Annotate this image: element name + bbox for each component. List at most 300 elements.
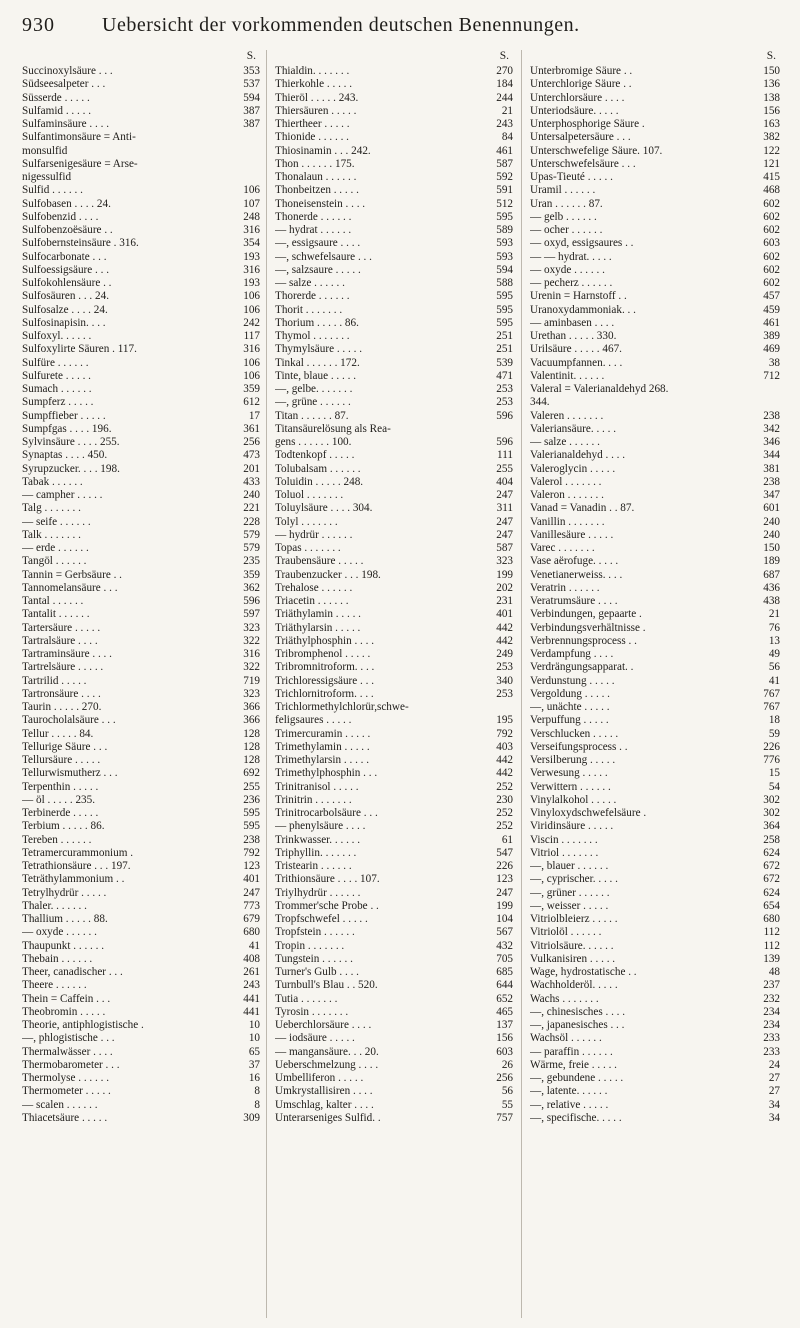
entry-page: 322 xyxy=(243,661,260,674)
entry-page: 107 xyxy=(243,197,260,210)
entry-term: Valerianaldehyd . . . . xyxy=(530,449,626,462)
index-entry xyxy=(530,423,780,436)
entry-term: Verbindungen, gepaarte . xyxy=(530,608,642,621)
entry-term: Tyrosin . . . . . . . xyxy=(275,1005,349,1018)
index-entry xyxy=(530,781,780,794)
entry-term: Sulfokohlensäure . . xyxy=(22,277,112,289)
index-entry xyxy=(275,754,513,767)
entry-page: 587 xyxy=(496,542,513,554)
entry-page: 56 xyxy=(501,1085,513,1098)
entry-page: 234 xyxy=(763,1005,780,1018)
entry-term: Succinoxylsäure . . . xyxy=(22,65,113,77)
entry-page: 624 xyxy=(763,886,780,899)
index-entry xyxy=(275,847,513,860)
index-entry xyxy=(22,304,260,317)
entry-term: Tropfschwefel . . . . . xyxy=(275,913,368,925)
entry-page: 459 xyxy=(763,303,780,316)
entry-page: 539 xyxy=(496,356,513,369)
entry-page: 17 xyxy=(248,409,260,422)
entry-term: Uran . . . . . . 87. xyxy=(530,197,603,210)
index-entry xyxy=(22,714,260,727)
index-entry xyxy=(275,516,513,529)
entry-term: Thonerde . . . . . . xyxy=(275,210,352,223)
index-entry xyxy=(530,304,780,317)
entry-page: 252 xyxy=(496,780,513,793)
entry-term: Sumpfgas . . . . 196. xyxy=(22,422,112,435)
index-entry xyxy=(275,264,513,277)
entry-term: — ocher . . . . . . xyxy=(530,224,603,236)
index-entry xyxy=(275,277,513,290)
entry-page: 255 xyxy=(496,462,513,475)
index-entry xyxy=(275,622,513,635)
index-entry xyxy=(275,343,513,356)
entry-page: 595 xyxy=(243,820,260,833)
index-entry xyxy=(275,542,513,555)
index-entry xyxy=(22,502,260,515)
entry-term: — salze . . . . . . xyxy=(530,436,600,448)
entry-page: 595 xyxy=(243,807,260,819)
entry-term: Thierkohle . . . . . xyxy=(275,78,353,91)
index-entry xyxy=(530,1059,780,1072)
entry-page: 316 xyxy=(243,224,260,236)
entry-page: 461 xyxy=(763,316,780,329)
entry-page: 602 xyxy=(763,210,780,223)
entry-term: Wachs . . . . . . . xyxy=(530,992,599,1005)
index-entry xyxy=(22,489,260,502)
entry-term: monsulfid xyxy=(22,144,68,157)
entry-page: 34 xyxy=(768,1098,780,1111)
entry-term: Verdunstung . . . . . xyxy=(530,674,615,687)
index-entry xyxy=(22,1112,260,1125)
entry-page: 596 xyxy=(496,436,513,448)
index-entry xyxy=(22,118,260,131)
entry-term: Unteriodsäure. . . . . xyxy=(530,104,619,117)
entry-page: 253 xyxy=(496,687,513,700)
index-entry xyxy=(275,489,513,502)
index-entry xyxy=(22,754,260,767)
column-header: S. xyxy=(766,50,776,62)
index-entry xyxy=(22,184,260,197)
entry-term: Thiacetsäure . . . . . xyxy=(22,1111,108,1124)
entry-term: Vanillesäure . . . . . xyxy=(530,528,614,541)
index-entry xyxy=(22,794,260,807)
entry-page: 316 xyxy=(243,343,260,356)
entry-term: Vergoldung . . . . . xyxy=(530,687,610,700)
index-entry xyxy=(530,131,780,144)
entry-page: 603 xyxy=(763,237,780,250)
entry-term: Thionide . . . . . . xyxy=(275,131,349,144)
entry-term: Triylhydrür . . . . . . xyxy=(275,886,361,899)
entry-page: 258 xyxy=(763,833,780,846)
entry-page: 654 xyxy=(763,899,780,912)
entry-term: —, essigsaure . . . . xyxy=(275,237,361,250)
entry-page: 111 xyxy=(497,449,513,462)
entry-page: 757 xyxy=(496,1111,513,1124)
entry-term: Thonalaun . . . . . . xyxy=(275,171,357,183)
entry-page: 128 xyxy=(243,754,260,766)
entry-term: Tangöl . . . . . . xyxy=(22,555,87,568)
index-entry xyxy=(530,184,780,197)
index-entry xyxy=(22,635,260,648)
index-entry xyxy=(22,476,260,489)
index-entry xyxy=(530,913,780,926)
entry-page: 792 xyxy=(496,727,513,740)
entry-page: 587 xyxy=(496,157,513,170)
index-entry xyxy=(275,688,513,701)
index-entry xyxy=(22,807,260,820)
entry-page: 309 xyxy=(243,1111,260,1124)
entry-term: Tungstein . . . . . . xyxy=(275,952,353,965)
entry-page: 362 xyxy=(243,581,260,594)
entry-page: 13 xyxy=(768,634,780,647)
index-entry xyxy=(530,463,780,476)
entry-page: 302 xyxy=(763,793,780,806)
entry-term: Verbindungsverhältnisse . xyxy=(530,621,646,634)
entry-page: 228 xyxy=(243,515,260,528)
index-entry xyxy=(530,237,780,250)
entry-page: 366 xyxy=(243,701,260,713)
entry-term: Tartrilid . . . . . xyxy=(22,674,87,687)
entry-term: Terbium . . . . . 86. xyxy=(22,820,105,833)
index-entry xyxy=(22,357,260,370)
index-column-1 xyxy=(22,50,260,1125)
entry-page: 156 xyxy=(496,1032,513,1045)
entry-term: Wachholderöl. . . . . xyxy=(530,979,618,992)
index-entry xyxy=(530,476,780,489)
index-entry xyxy=(275,317,513,330)
entry-term: Ueberchlorsäure . . . . xyxy=(275,1019,372,1031)
entry-term: Sulfantimonsäure = Anti- xyxy=(22,131,136,144)
entry-term: Tartersäure . . . . . xyxy=(22,621,101,634)
entry-term: Tinkal . . . . . . 172. xyxy=(275,356,360,369)
index-entry xyxy=(22,171,260,184)
index-entry xyxy=(530,608,780,621)
entry-page: 588 xyxy=(496,277,513,289)
entry-page: 461 xyxy=(496,144,513,157)
entry-term: Verdampfung . . . . xyxy=(530,648,614,660)
entry-page: 256 xyxy=(243,436,260,448)
index-entry xyxy=(22,834,260,847)
index-entry xyxy=(22,1046,260,1059)
entry-term: Veratrin . . . . . . xyxy=(530,581,600,594)
entry-page: 381 xyxy=(763,462,780,475)
index-entry xyxy=(275,940,513,953)
entry-term: Thallium . . . . . 88. xyxy=(22,913,108,925)
index-entry xyxy=(22,979,260,992)
index-entry xyxy=(530,1019,780,1032)
entry-page: 353 xyxy=(243,65,260,77)
entry-term: Trithionsäure . . . . 107. xyxy=(275,873,380,886)
entry-term: Sulfobenzoësäure . . xyxy=(22,224,113,236)
index-entry xyxy=(275,224,513,237)
index-entry xyxy=(22,608,260,621)
entry-term: Triphyllin. . . . . . . xyxy=(275,846,357,859)
entry-term: Tabak . . . . . . xyxy=(22,475,83,488)
entry-page: 27 xyxy=(768,1072,780,1084)
entry-page: 76 xyxy=(768,621,780,634)
entry-page: 346 xyxy=(763,436,780,448)
index-entry xyxy=(530,555,780,568)
index-entry xyxy=(22,330,260,343)
index-entry xyxy=(275,92,513,105)
index-entry xyxy=(530,92,780,105)
index-entry xyxy=(22,317,260,330)
entry-term: Thaupunkt . . . . . . xyxy=(22,939,105,952)
entry-page: 226 xyxy=(763,740,780,753)
index-entry xyxy=(22,290,260,303)
index-entry xyxy=(530,264,780,277)
entry-term: —, unächte . . . . . xyxy=(530,701,610,713)
entry-page: 221 xyxy=(243,502,260,515)
index-entry xyxy=(22,767,260,780)
entry-page: 602 xyxy=(763,263,780,276)
index-entry xyxy=(275,184,513,197)
entry-term: Vitriolöl . . . . . . xyxy=(530,926,602,939)
index-entry xyxy=(22,237,260,250)
entry-term: — hydrat . . . . . . xyxy=(275,224,352,236)
index-entry xyxy=(275,370,513,383)
index-entry xyxy=(530,1112,780,1125)
entry-term: Uranoxydammoniak. . . xyxy=(530,303,636,316)
entry-page: 238 xyxy=(763,475,780,488)
index-entry xyxy=(530,688,780,701)
entry-term: Thymylsäure . . . . . xyxy=(275,343,362,356)
entry-term: Vase aërofuge. . . . . xyxy=(530,555,619,568)
entry-page: 680 xyxy=(243,926,260,939)
index-entry xyxy=(22,781,260,794)
index-entry xyxy=(530,449,780,462)
entry-page: 41 xyxy=(248,939,260,952)
index-entry xyxy=(22,940,260,953)
entry-page: 593 xyxy=(496,250,513,263)
entry-term: Theer, canadischer . . . xyxy=(22,966,123,978)
index-entry xyxy=(530,635,780,648)
entry-term: Sulfobernsteinsäure . 316. xyxy=(22,237,139,250)
index-entry xyxy=(530,754,780,767)
index-entry xyxy=(22,198,260,211)
index-entry xyxy=(22,887,260,900)
entry-page: 193 xyxy=(243,250,260,263)
entry-page: 247 xyxy=(496,886,513,899)
entry-term: Theere . . . . . . xyxy=(22,979,87,992)
entry-term: Veratrumsäure . . . . xyxy=(530,595,618,607)
entry-term: — — hydrat. . . . . xyxy=(530,250,612,263)
index-entry xyxy=(275,701,513,714)
index-entry xyxy=(22,158,260,171)
entry-page: 106 xyxy=(243,290,260,303)
index-entry xyxy=(530,65,780,78)
index-column-3 xyxy=(530,50,780,1125)
index-entry xyxy=(22,396,260,409)
entry-term: Tetrylhydrür . . . . . xyxy=(22,886,107,899)
entry-page: 123 xyxy=(243,860,260,872)
entry-page: 261 xyxy=(243,966,260,978)
entry-term: Unterschwefelige Säure. 107. xyxy=(530,144,663,157)
entry-term: Triacetin . . . . . . xyxy=(275,595,349,607)
entry-page: 433 xyxy=(243,475,260,488)
entry-term: Wärme, freie . . . . . xyxy=(530,1058,617,1071)
entry-term: Thermolyse . . . . . . xyxy=(22,1072,109,1084)
entry-term: gens . . . . . . 100. xyxy=(275,436,352,448)
entry-page: 231 xyxy=(496,595,513,607)
entry-term: Vanillin . . . . . . . xyxy=(530,515,605,528)
entry-page: 537 xyxy=(243,78,260,91)
entry-term: Toluol . . . . . . . xyxy=(275,489,344,501)
entry-term: feligsaures . . . . . xyxy=(275,714,352,727)
entry-page: 121 xyxy=(763,157,780,170)
entry-page: 49 xyxy=(768,648,780,660)
index-entry xyxy=(275,555,513,568)
entry-page: 347 xyxy=(763,489,780,501)
entry-term: Thermobarometer . . . xyxy=(22,1058,120,1071)
index-entry xyxy=(275,1032,513,1045)
entry-page: 243 xyxy=(243,979,260,992)
entry-page: 240 xyxy=(243,489,260,501)
entry-term: —, latente. . . . . . xyxy=(530,1085,608,1098)
index-entry xyxy=(22,542,260,555)
entry-page: 240 xyxy=(763,515,780,528)
entry-term: —, gelbe. . . . . . . xyxy=(275,383,353,395)
entry-page: 592 xyxy=(496,171,513,183)
index-entry xyxy=(530,900,780,913)
entry-page: 382 xyxy=(763,131,780,144)
index-entry xyxy=(275,237,513,250)
entry-page: 233 xyxy=(763,1032,780,1045)
entry-page: 244 xyxy=(496,91,513,104)
entry-term: Taurin . . . . . 270. xyxy=(22,701,102,713)
index-entry xyxy=(530,1006,780,1019)
entry-page: 84 xyxy=(501,131,513,144)
index-entry xyxy=(275,834,513,847)
index-entry xyxy=(275,1112,513,1125)
entry-term: Unterchlorsäure . . . . xyxy=(530,91,625,104)
entry-page: 359 xyxy=(243,383,260,395)
entry-term: Trimethylarsin . . . . . xyxy=(275,754,370,766)
entry-term: Sulfüre . . . . . . xyxy=(22,356,89,369)
entry-term: Sulfocarbonate . . . xyxy=(22,250,107,263)
index-entry xyxy=(275,900,513,913)
entry-page: 442 xyxy=(496,754,513,766)
index-entry xyxy=(530,198,780,211)
entry-page: 27 xyxy=(768,1085,780,1098)
entry-page: 238 xyxy=(763,409,780,422)
index-entry xyxy=(275,820,513,833)
entry-page: 354 xyxy=(243,237,260,250)
index-entry xyxy=(530,277,780,290)
entry-page: 230 xyxy=(496,793,513,806)
index-entry xyxy=(275,993,513,1006)
entry-page: 685 xyxy=(496,966,513,978)
entry-page: 438 xyxy=(763,595,780,607)
entry-term: Valeron . . . . . . . xyxy=(530,489,604,501)
index-entry xyxy=(275,211,513,224)
index-entry xyxy=(22,251,260,264)
index-entry xyxy=(275,463,513,476)
index-entry xyxy=(275,1085,513,1098)
entry-term: Viscin . . . . . . . xyxy=(530,833,598,846)
entry-page: 597 xyxy=(243,608,260,621)
index-entry xyxy=(275,926,513,939)
index-entry xyxy=(530,502,780,515)
entry-term: Verwesung . . . . . xyxy=(530,767,608,780)
index-entry xyxy=(530,834,780,847)
entry-page: 21 xyxy=(501,104,513,117)
entry-term: Talg . . . . . . . xyxy=(22,502,81,515)
entry-term: Verschlucken . . . . . xyxy=(530,727,619,740)
index-entry xyxy=(275,807,513,820)
entry-term: Urilsäure . . . . . 467. xyxy=(530,343,622,356)
index-entry xyxy=(275,781,513,794)
index-entry xyxy=(275,582,513,595)
entry-page: 243 xyxy=(496,118,513,130)
index-entry xyxy=(275,396,513,409)
index-entry xyxy=(275,728,513,741)
entry-term: Thialdin. . . . . . . xyxy=(275,65,350,77)
entry-term: Sulfamid . . . . . xyxy=(22,104,91,117)
entry-page: 10 xyxy=(248,1032,260,1045)
entry-page: 652 xyxy=(496,992,513,1005)
entry-page: 602 xyxy=(763,277,780,289)
index-entry xyxy=(530,1072,780,1085)
entry-term: Trichlornitroform. . . . xyxy=(275,687,374,700)
index-entry xyxy=(275,1046,513,1059)
index-entry xyxy=(275,410,513,423)
entry-page: 441 xyxy=(243,1005,260,1018)
entry-term: — scalen . . . . . . xyxy=(22,1098,98,1111)
index-entry xyxy=(275,1099,513,1112)
entry-term: Sulfoxylirte Säuren . 117. xyxy=(22,343,137,356)
index-entry xyxy=(530,78,780,91)
entry-page: 687 xyxy=(763,568,780,581)
index-entry xyxy=(22,436,260,449)
entry-term: Todtenkopf . . . . . xyxy=(275,449,355,462)
entry-term: Vitriolbleierz . . . . . xyxy=(530,913,618,925)
entry-page: 247 xyxy=(496,515,513,528)
index-entry xyxy=(275,635,513,648)
entry-page: 316 xyxy=(243,648,260,660)
index-entry xyxy=(530,860,780,873)
index-entry xyxy=(530,569,780,582)
entry-page: 253 xyxy=(496,383,513,395)
entry-page: 163 xyxy=(763,118,780,130)
entry-page: 106 xyxy=(243,369,260,382)
entry-term: Tetrathionsäure . . . 197. xyxy=(22,860,131,872)
index-entry xyxy=(275,105,513,118)
entry-term: Tutia . . . . . . . xyxy=(275,992,338,1005)
index-entry xyxy=(275,304,513,317)
index-entry xyxy=(22,675,260,688)
entry-term: Thon . . . . . . 175. xyxy=(275,157,355,170)
entry-page: 252 xyxy=(496,820,513,833)
entry-page: 432 xyxy=(496,939,513,952)
index-entry xyxy=(275,171,513,184)
entry-term: Untersalpetersäure . . . xyxy=(530,131,631,144)
entry-term: Sylvinsäure . . . . 255. xyxy=(22,436,120,448)
index-entry xyxy=(275,979,513,992)
entry-term: Ueberschmelzung . . . . xyxy=(275,1058,379,1071)
index-entry xyxy=(275,860,513,873)
entry-term: Tantalit . . . . . . xyxy=(22,608,90,621)
index-entry xyxy=(22,410,260,423)
entry-term: Titansäurelösung als Rea- xyxy=(275,422,391,435)
entry-term: Upas-Tieuté . . . . . xyxy=(530,171,613,183)
entry-term: Tribromnitroform. . . . xyxy=(275,661,375,674)
entry-page: 8 xyxy=(254,1098,260,1111)
entry-term: Thorium . . . . . 86. xyxy=(275,316,359,329)
index-entry xyxy=(22,1032,260,1045)
entry-page: 441 xyxy=(243,992,260,1005)
entry-term: Tannomelansäure . . . xyxy=(22,581,118,594)
